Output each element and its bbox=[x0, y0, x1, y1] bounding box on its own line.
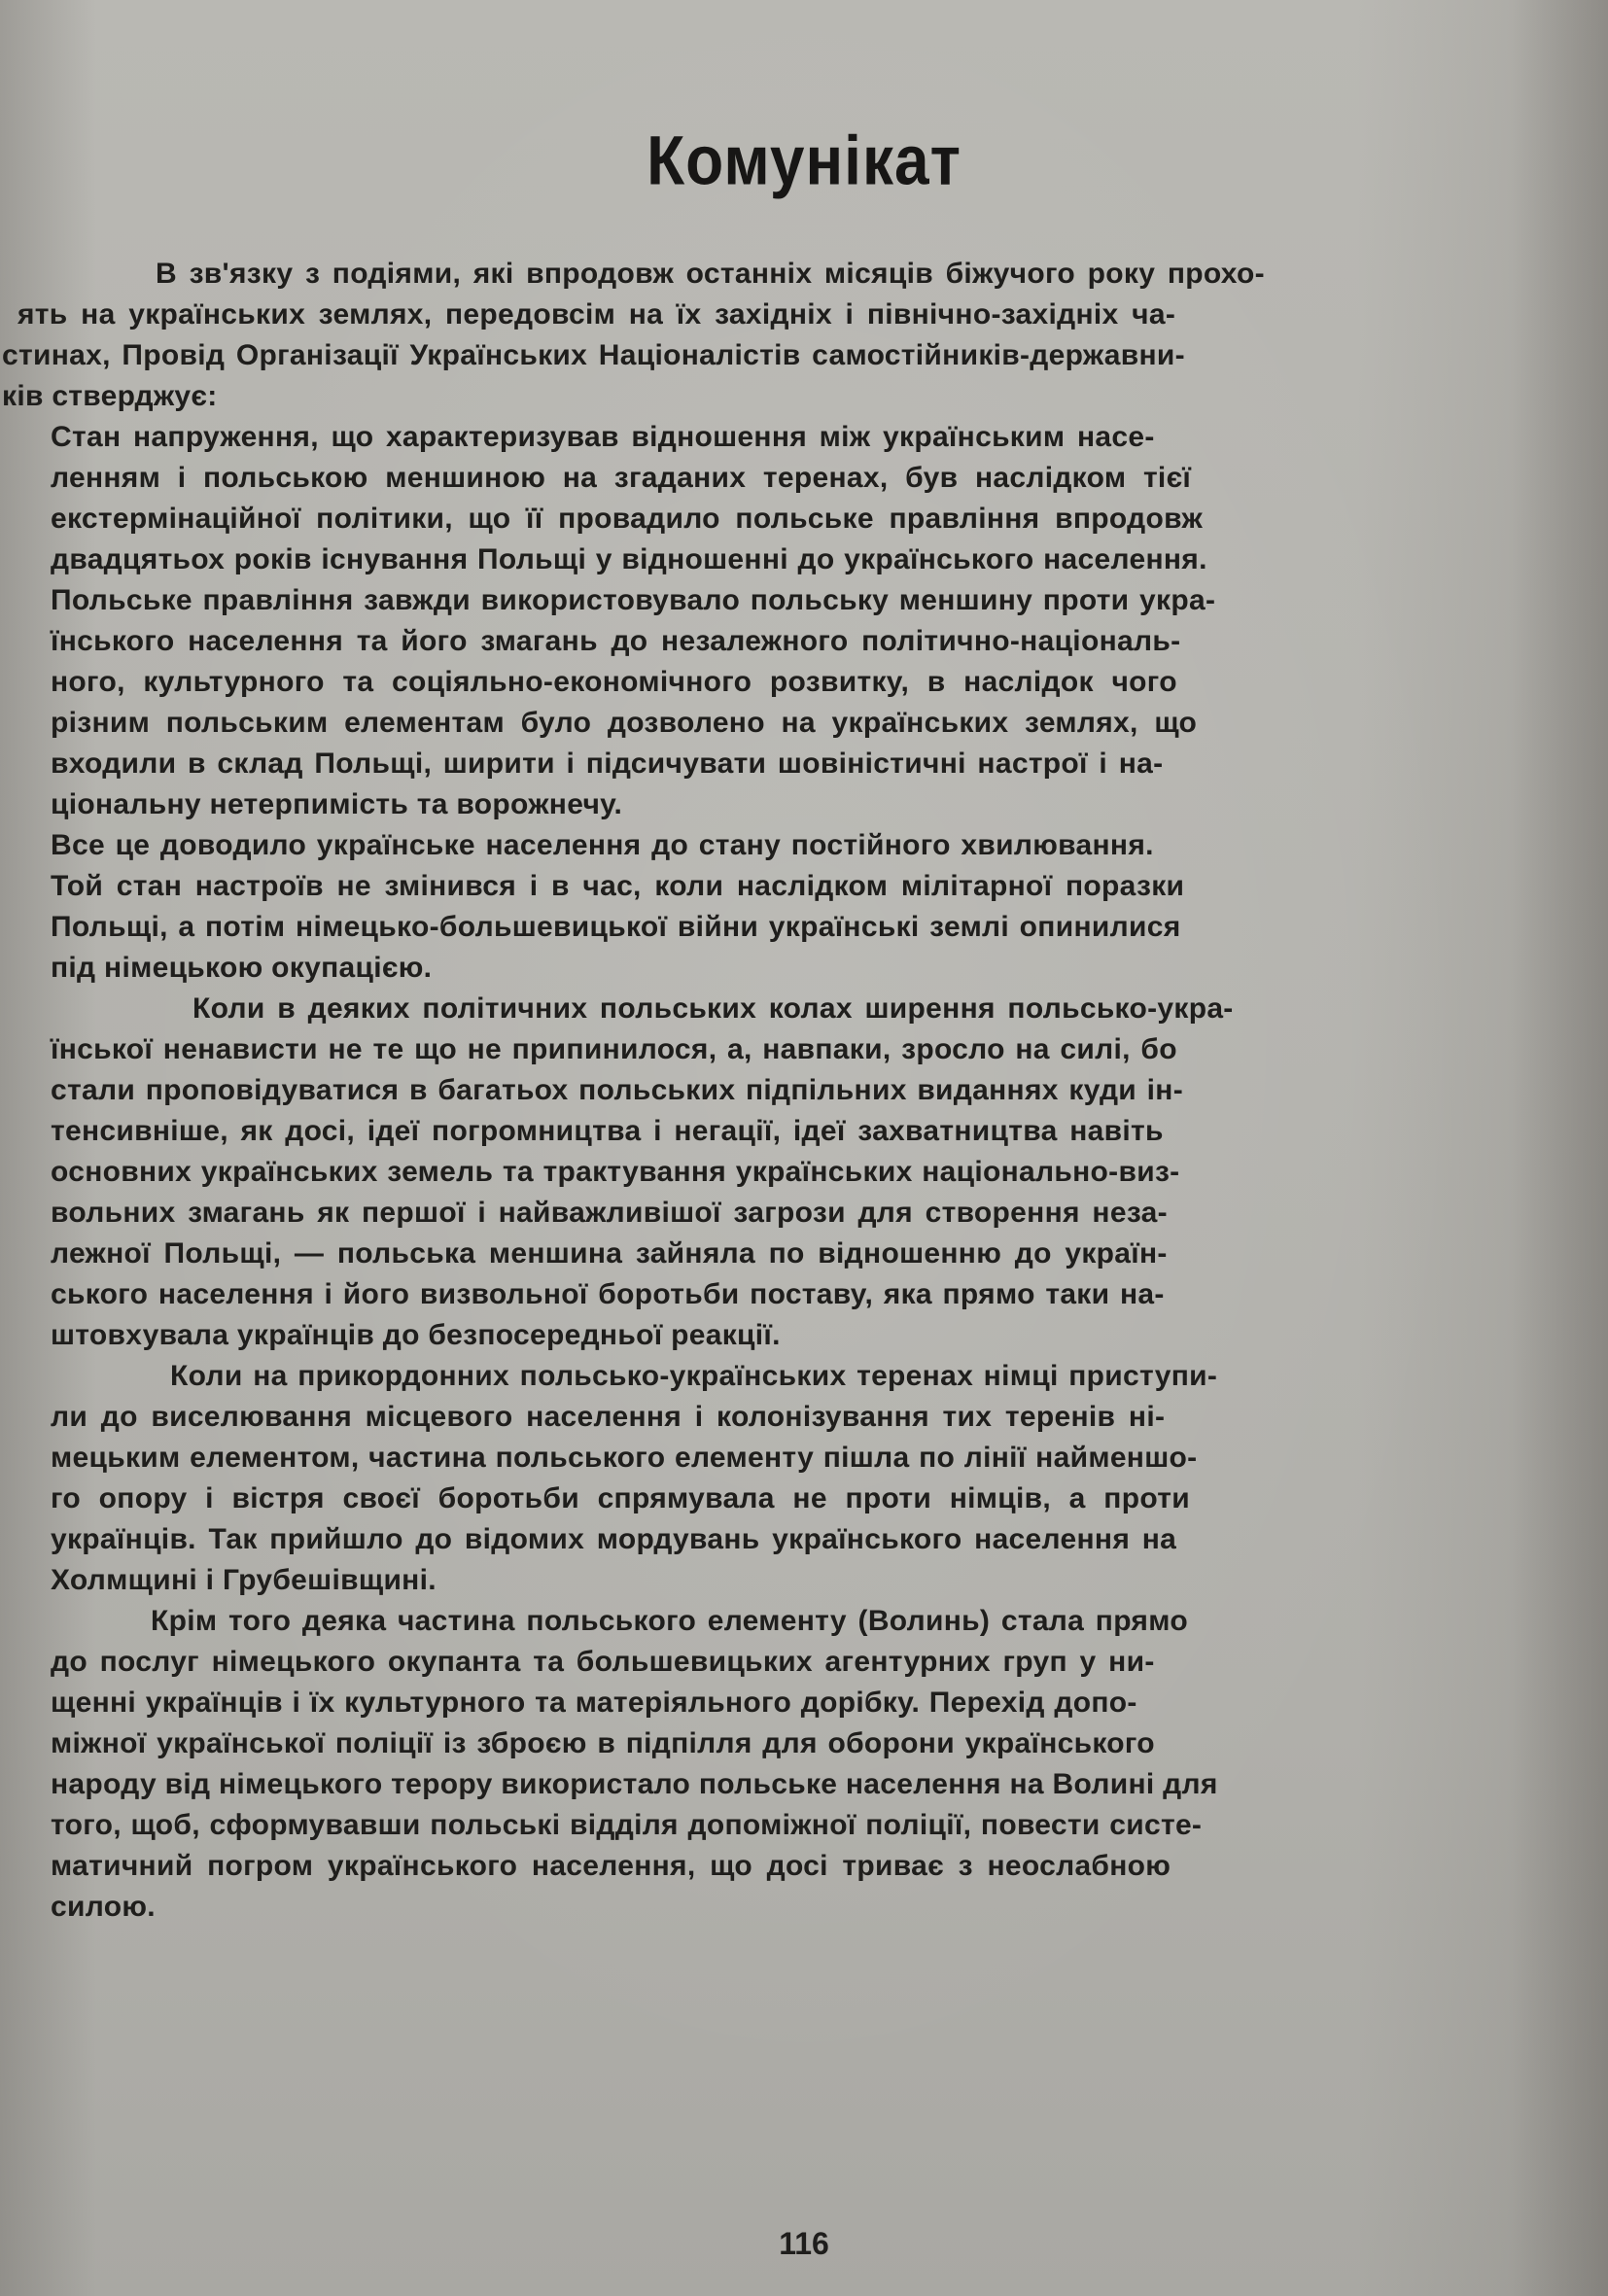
text-line: ленням і польською меншиною на згаданих теренах, був наслідком тієї bbox=[51, 462, 1192, 494]
text-line: під німецькою окупацією. bbox=[51, 952, 433, 984]
document-title: Комунікат bbox=[647, 121, 961, 200]
text-line: мецьким елементом, частина польського елементу пішла по лінії найменшо- bbox=[51, 1442, 1198, 1474]
text-line: екстермінаційної політики, що її провадило польське правління впродовж bbox=[51, 503, 1204, 535]
text-line: Холмщині і Грубешівщині. bbox=[51, 1564, 437, 1596]
text-line: ків стверджує: bbox=[2, 380, 218, 412]
text-line: лежної Польщі, — польська меншина зайняла по відношенню до україн- bbox=[51, 1237, 1168, 1270]
text-line: до послуг німецького окупанта та большевицьких агентурних груп у ни- bbox=[51, 1646, 1155, 1678]
text-line: їнського населення та його змагань до незалежного політично-національ- bbox=[51, 625, 1181, 657]
text-line: двадцятьох років існування Польщі у відношенні до українського населення. bbox=[51, 543, 1207, 575]
text-line: Той стан настроїв не змінився і в час, коли наслідком мілітарної поразки bbox=[51, 870, 1185, 902]
text-line: різним польським елементам було дозволено на українських землях, що bbox=[51, 707, 1198, 739]
text-line: міжної української поліції із зброєю в підпілля для оборони українського bbox=[51, 1727, 1155, 1759]
text-line: ять на українських землях, передовсім на їх західніх і північно-західніх ча- bbox=[17, 298, 1176, 330]
text-line: Коли на прикордонних польсько-українських теренах німці приступи- bbox=[170, 1360, 1218, 1392]
text-line: матичний погром українського населення, що досі триває з неослабною bbox=[51, 1850, 1171, 1882]
text-line: основних українських земель та трактування українських національно-виз- bbox=[51, 1156, 1180, 1188]
text-line: силою. bbox=[51, 1891, 156, 1923]
text-line: стинах, Провід Організації Українських Націоналістів самостійників-державни- bbox=[2, 339, 1185, 371]
text-line: тенсивніше, як досі, ідеї погромництва і негації, ідеї захватництва навіть bbox=[51, 1115, 1164, 1147]
text-line: входили в склад Польщі, ширити і підсичувати шовіністичні настрої і на- bbox=[51, 748, 1164, 780]
text-line: Польщі, а потім німецько-большевицької війни українські землі опинилися bbox=[51, 911, 1181, 943]
text-line: щенні українців і їх культурного та матеріяльного дорібку. Перехід допо- bbox=[51, 1687, 1137, 1719]
page-edge-shadow bbox=[1355, 0, 1608, 2296]
text-line: їнської ненависти не те що не припинилося, а, навпаки, зросло на силі, бо bbox=[51, 1033, 1177, 1065]
text-line: ціональну нетерпимість та ворожнечу. bbox=[51, 788, 623, 820]
text-line: го опору і вістря своєї боротьби спрямувала не проти німців, а проти bbox=[51, 1482, 1190, 1514]
text-line: вольних змагань як першої і найважливішої загрози для створення неза- bbox=[51, 1197, 1168, 1229]
text-line: того, щоб, сформувавши польські відділя допоміжної поліції, повести систе- bbox=[51, 1809, 1203, 1841]
text-line: народу від німецького терору використало польське населення на Волині для bbox=[51, 1768, 1218, 1800]
text-line: Все це доводило українське населення до стану постійного хвилювання. bbox=[51, 829, 1154, 861]
text-line: ного, культурного та соціяльно-економічного розвитку, в наслідок чого bbox=[51, 666, 1177, 698]
text-line: Крім того деяка частина польського елементу (Волинь) стала прямо bbox=[151, 1605, 1188, 1637]
text-line: штовхувала українців до безпосередньої реакції. bbox=[51, 1319, 781, 1351]
text-line: ли до виселювання місцевого населення і колонізування тих теренів ні- bbox=[51, 1401, 1166, 1433]
page-number: 116 bbox=[779, 2226, 829, 2261]
text-line: ського населення і його визвольної боротьби поставу, яка прямо таки на- bbox=[51, 1278, 1165, 1310]
text-line: українців. Так прийшло до відомих мордувань українського населення на bbox=[51, 1523, 1177, 1555]
text-line: Польське правління завжди використовувало польську меншину проти укра- bbox=[51, 584, 1216, 616]
text-line: Стан напруження, що характеризував відношення між українським насе- bbox=[51, 421, 1155, 453]
text-line: В зв'язку з подіями, які впродовж останніх місяців біжучого року прохо- bbox=[156, 258, 1265, 290]
text-line: стали проповідуватися в багатьох польських підпільних виданнях куди ін- bbox=[51, 1074, 1184, 1106]
text-line: Коли в деяких політичних польських колах ширення польсько-укра- bbox=[192, 992, 1234, 1025]
